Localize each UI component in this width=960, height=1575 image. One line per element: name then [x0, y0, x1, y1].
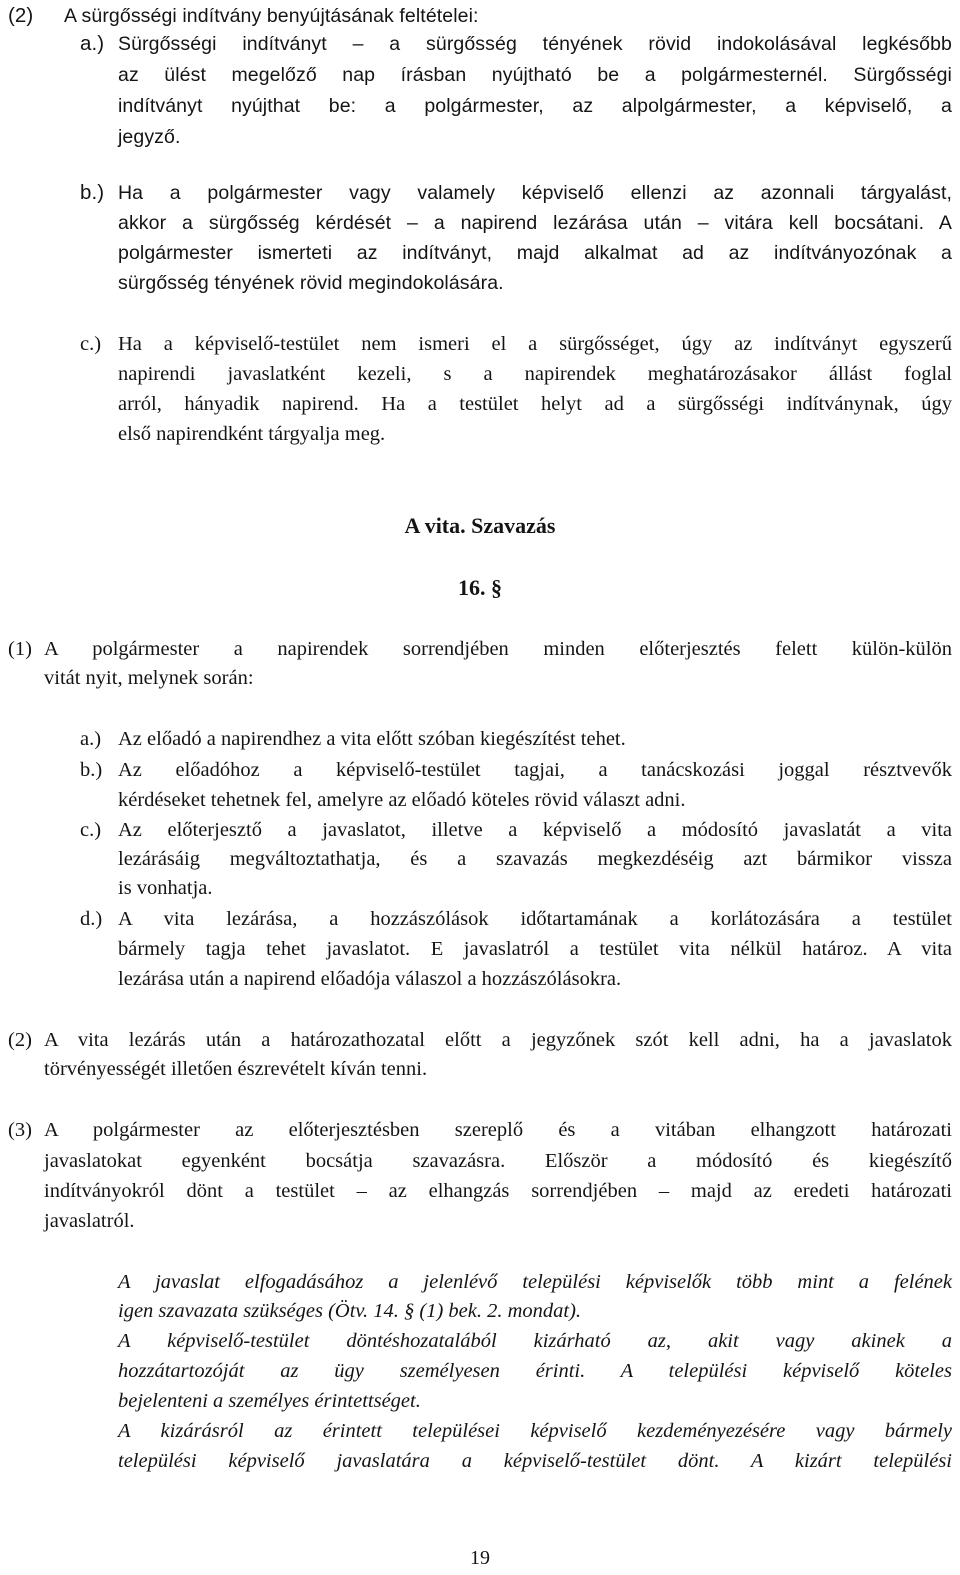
para-2-label: (2) [8, 1029, 32, 1051]
item-a-line-2: az ülést megelőző nap írásban nyújtható be a polgármesternél. Sürgősségi [118, 64, 952, 86]
note-line-1: A javaslat elfogadásához a jelenlévő települési képviselők több mint a felének [118, 1271, 952, 1293]
para-1-item-b-label: b.) [80, 759, 103, 781]
para-3-line-4: javaslatról. [44, 1210, 135, 1232]
para-1-item-d-line-1: A vita lezárása, a hozzászólások időtartamának a korlátozására a testület [118, 908, 952, 930]
para-2-line-2: törvényességét illetően észrevételt kíván tenni. [44, 1058, 428, 1080]
note-line-5: bejelenteni a személyes érintettséget. [118, 1390, 421, 1412]
item-c-label: c.) [80, 333, 102, 355]
section-2-title: A sürgősségi indítvány benyújtásának feltételei: [64, 5, 479, 27]
para-2-line-1: A vita lezárás után a határozathozatal előtt a jegyzőnek szót kell adni, ha a javaslatok [44, 1029, 952, 1051]
para-1-line-2: vitát nyit, melynek során: [44, 667, 254, 689]
item-c-line-2: napirendi javaslatként kezeli, s a napirendek meghatározásakor állást foglal [118, 363, 952, 385]
para-1-item-d-label: d.) [80, 908, 103, 930]
para-3-line-2: javaslatokat egyenként bocsátja szavazásra. Először a módosító és kiegészítő [44, 1150, 952, 1172]
item-b-label: b.) [80, 181, 105, 204]
item-a-line-3: indítványt nyújthat be: a polgármester, az alpolgármester, a képviselő, a [118, 95, 952, 117]
item-c-line-3: arról, hányadik napirend. Ha a testület helyt ad a sürgősségi indítványnak, úgy [118, 393, 952, 415]
para-1-item-c-line-2: lezárásáig megváltoztathatja, és a szavazás megkezdéséig azt bármikor vissza [118, 848, 952, 870]
para-1-item-b-line-1: Az előadóhoz a képviselő-testület tagjai, a tanácskozási joggal résztvevők [118, 759, 952, 781]
section-2-label: (2) [8, 4, 34, 27]
item-b-line-3: polgármester ismerteti az indítványt, majd alkalmat ad az indítványozónak a [118, 242, 952, 264]
note-line-4: hozzátartozóját az ügy személyesen érinti. A települési képviselő köteles [118, 1360, 952, 1382]
note-line-7: települési képviselő javaslatára a képviselő-testület dönt. A kizárt települési [118, 1450, 952, 1472]
para-1-item-d-line-3: lezárása után a napirend előadója válaszol a hozzászólásokra. [118, 968, 622, 990]
note-line-6: A kizárásról az érintett települései képviselő kezdeményezésére vagy bármely [118, 1420, 952, 1442]
para-1-label: (1) [8, 638, 32, 660]
para-1-item-c-line-3: is vonhatja. [118, 877, 213, 899]
item-a-line-1: Sürgősségi indítványt – a sürgősség tényének rövid indokolásával legkésőbb [118, 33, 952, 55]
para-3-label: (3) [8, 1119, 32, 1141]
item-b-line-2: akkor a sürgősség kérdését – a napirend lezárása után – vitára kell bocsátani. A [118, 212, 952, 234]
page-number: 19 [470, 1547, 490, 1569]
note-line-2: igen szavazata szükséges (Ötv. 14. § (1) bek. 2. mondat). [118, 1300, 582, 1322]
para-1-item-a-line-1: Az előadó a napirendhez a vita előtt szóban kiegészítést tehet. [118, 728, 626, 750]
para-1-item-d-line-2: bármely tagja tehet javaslatot. E javaslatról a testület vita nélkül határoz. A vita [118, 938, 952, 960]
para-1-item-b-line-2: kérdéseket tehetnek fel, amelyre az előadó köteles rövid választ adni. [118, 789, 686, 811]
note-line-3: A képviselő-testület döntéshozatalából kizárható az, akit vagy akinek a [118, 1330, 952, 1352]
paragraph-number: 16. § [458, 575, 502, 600]
item-a-line-4: jegyző. [118, 126, 181, 148]
item-c-line-1: Ha a képviselő-testület nem ismeri el a sürgősséget, úgy az indítványt egyszerű [118, 333, 952, 355]
item-b-line-4: sürgősség tényének rövid megindokolására. [118, 272, 504, 294]
para-3-line-1: A polgármester az előterjesztésben szereplő és a vitában elhangzott határozati [44, 1119, 952, 1141]
section-heading: A vita. Szavazás [404, 513, 556, 538]
item-b-line-1: Ha a polgármester vagy valamely képviselő ellenzi az azonnali tárgyalást, [118, 182, 952, 204]
item-a-label: a.) [80, 32, 105, 55]
para-1-item-a-label: a.) [80, 728, 102, 750]
item-c-line-4: első napirendként tárgyalja meg. [118, 423, 386, 445]
para-1-item-c-label: c.) [80, 819, 102, 841]
para-1-item-c-line-1: Az előterjesztő a javaslatot, illetve a képviselő a módosító javaslatát a vita [118, 819, 952, 841]
para-3-line-3: indítványokról dönt a testület – az elhangzás sorrendjében – majd az eredeti határozati [44, 1180, 952, 1202]
para-1-line-1: A polgármester a napirendek sorrendjében minden előterjesztés felett külön-külön [44, 638, 952, 660]
